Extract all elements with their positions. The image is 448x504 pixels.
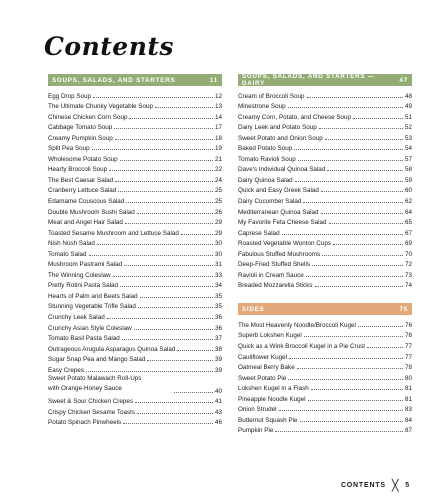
entry-title: Sweet Potato Pie <box>238 374 287 382</box>
entry-page-number: 34 <box>214 282 222 290</box>
toc-entry <box>48 300 222 311</box>
entry-page-number: 59 <box>404 176 412 184</box>
entry-title: Dairy Cucumber Salad <box>238 198 302 206</box>
section-header-soups-salads-starters <box>48 74 222 86</box>
toc-entry <box>48 184 222 195</box>
toc-entry <box>238 424 412 435</box>
entry-title: Nish Nosh Salad <box>48 240 95 248</box>
entry-title: Superb Lokshen Kugel <box>238 332 302 340</box>
dot-leader <box>353 118 403 119</box>
dot-leader <box>298 160 403 161</box>
entry-title: Dairy Quinoa Salad <box>238 176 293 184</box>
entry-page-number: 31 <box>214 261 222 269</box>
entry-page-number: 65 <box>404 219 412 227</box>
entry-page-number: 60 <box>404 187 412 195</box>
toc-entry <box>238 258 412 269</box>
fork-knife-icon: ╳ <box>391 480 400 492</box>
dot-leader <box>93 97 213 98</box>
page-footer <box>341 479 410 492</box>
toc-entry <box>48 100 222 111</box>
dot-leader <box>294 149 403 150</box>
toc-entry <box>48 353 222 364</box>
dot-leader <box>297 368 403 369</box>
toc-entry <box>238 279 412 290</box>
toc-entry <box>48 205 222 216</box>
toc-entry <box>238 361 412 372</box>
toc-entry <box>48 279 222 290</box>
toc-entry <box>48 247 222 258</box>
dot-leader <box>275 431 403 432</box>
entry-page-number: 78 <box>404 364 412 372</box>
dot-leader <box>174 392 213 393</box>
toc-entry <box>238 339 412 350</box>
dot-leader <box>135 402 213 403</box>
section-header-label: SOUPS, SALADS, AND STARTERS — DAIRY <box>242 73 375 87</box>
contents-column-left <box>48 74 222 426</box>
entry-title: Stunning Vegetable Trifle Salad <box>48 303 136 311</box>
toc-entry <box>238 371 412 382</box>
entry-page-number: 83 <box>404 406 412 414</box>
entry-title: Fabulous Stuffed Mushrooms <box>238 250 321 258</box>
dot-leader <box>367 347 403 348</box>
entry-title: Quick and Easy Greek Salad <box>238 187 319 195</box>
dot-leader <box>329 223 403 224</box>
dot-leader <box>304 336 403 337</box>
entry-page-number: 25 <box>214 198 222 206</box>
dot-leader <box>177 350 213 351</box>
toc-entry <box>238 142 412 153</box>
page-number: 5 <box>405 482 410 489</box>
toc-entry <box>238 226 412 237</box>
entry-page-number: 41 <box>214 398 222 406</box>
dot-leader <box>126 202 213 203</box>
dot-leader <box>321 191 403 192</box>
toc-entry <box>238 216 412 227</box>
dot-leader <box>129 118 213 119</box>
section-header-page: 47 <box>399 76 408 84</box>
dot-leader <box>325 139 403 140</box>
entry-page-number: 54 <box>404 145 412 153</box>
entry-page-number: 37 <box>214 335 222 343</box>
entry-title: Meat and Angel Hair Salad <box>48 219 123 227</box>
entry-page-number: 77 <box>404 343 412 351</box>
entry-title: Dairy Leek and Potato Soup <box>238 124 317 132</box>
dot-leader <box>120 286 213 287</box>
page-title: Contents <box>44 32 175 61</box>
entry-title: Deep-Fried Stuffed Shells <box>238 261 310 269</box>
entry-page-number: 62 <box>404 198 412 206</box>
entry-page-number: 52 <box>404 124 412 132</box>
entry-page-number: 17 <box>214 124 222 132</box>
entry-title <box>48 374 172 395</box>
dot-leader <box>282 234 403 235</box>
dot-leader <box>307 97 403 98</box>
toc-entry <box>238 318 412 329</box>
entry-title: My Favorite Feta Cheese Salad <box>238 219 327 227</box>
entry-page-number: 76 <box>404 321 412 329</box>
entry-title: The Ultimate Chunky Vegetable Soup <box>48 103 154 111</box>
dot-leader <box>124 265 213 266</box>
entry-page-number: 48 <box>404 92 412 100</box>
entry-page-number: 84 <box>404 416 412 424</box>
entry-title: Sugar Snap Pea and Mango Salad <box>48 356 146 364</box>
toc-entry <box>48 194 222 205</box>
entry-page-number: 39 <box>214 356 222 364</box>
dot-leader <box>303 202 403 203</box>
entry-title: Crunchy Leek Salad <box>48 314 105 322</box>
entry-page-number: 36 <box>214 314 222 322</box>
toc-entry <box>48 405 222 416</box>
toc-entry <box>238 413 412 424</box>
entry-page-number: 64 <box>404 208 412 216</box>
entry-title: The Most Heavenly Noodle/Broccoli Kugel <box>238 321 356 329</box>
dot-leader <box>120 160 213 161</box>
toc-entry <box>48 258 222 269</box>
entry-title: Pretty Rotini Pasta Salad <box>48 282 119 290</box>
entry-title: Potato Spinach Pinwheels <box>48 419 122 427</box>
dot-leader <box>295 181 403 182</box>
entry-title: Breaded Mozzarella Sticks <box>238 282 313 290</box>
footer-label: CONTENTS <box>340 482 386 489</box>
entry-page-number: 77 <box>404 353 412 361</box>
entry-title: Baked Potato Soup <box>238 145 293 153</box>
toc-entry <box>48 89 222 100</box>
entry-page-number: 87 <box>404 427 412 435</box>
entry-page-number: 70 <box>404 250 412 258</box>
entry-page-number: 46 <box>214 419 222 427</box>
dot-leader <box>288 379 403 380</box>
entry-title: Sweet & Sour Chicken Crepes <box>48 398 134 406</box>
entry-title: Quick as a Wink Broccoli Kugel in a Pie Crust <box>238 343 366 351</box>
toc-entry <box>238 403 412 414</box>
entry-page-number: 80 <box>404 374 412 382</box>
toc-entry <box>238 350 412 361</box>
entry-title-line-2: with Orange-Honey Sauce <box>48 385 122 393</box>
dot-leader <box>138 307 213 308</box>
entry-page-number: 26 <box>214 208 222 216</box>
dot-leader <box>89 255 213 256</box>
entry-title: Oatmeal Berry Bake <box>238 364 295 372</box>
entry-page-number: 57 <box>404 155 412 163</box>
section-header-sides <box>238 303 412 315</box>
entry-page-number: 39 <box>214 366 222 374</box>
entry-title: Pineapple Noodle Kugel <box>238 395 306 403</box>
toc-entry <box>238 329 412 340</box>
entry-title: Creamy Pumpkin Soup <box>48 134 113 142</box>
entry-page-number: 69 <box>404 240 412 248</box>
entry-title: Edamame Couscous Salad <box>48 198 125 206</box>
entry-page-number: 58 <box>404 166 412 174</box>
entry-title: Creamy Corn, Potato, and Cheese Soup <box>238 113 352 121</box>
dot-leader <box>358 326 403 327</box>
section-header-page: 11 <box>209 76 218 84</box>
section-header-label: SOUPS, SALADS, AND STARTERS <box>52 76 176 84</box>
toc-entry <box>238 152 412 163</box>
toc-entry <box>238 121 412 132</box>
dot-leader <box>123 423 213 424</box>
entry-page-number: 25 <box>214 187 222 195</box>
toc-entry <box>48 268 222 279</box>
toc-entry <box>48 416 222 427</box>
toc-entry <box>238 100 412 111</box>
toc-entry <box>48 163 222 174</box>
dot-leader <box>115 139 213 140</box>
entry-list <box>238 318 412 434</box>
toc-entry <box>238 110 412 121</box>
toc-entry <box>238 194 412 205</box>
dot-leader <box>181 234 213 235</box>
dot-leader <box>114 128 213 129</box>
entry-page-number: 35 <box>214 303 222 311</box>
entry-page-number: 81 <box>404 385 412 393</box>
toc-entry <box>48 237 222 248</box>
dot-leader <box>107 318 213 319</box>
dot-leader <box>147 360 213 361</box>
toc-entry <box>48 110 222 121</box>
entry-page-number: 73 <box>404 271 412 279</box>
toc-entry <box>238 268 412 279</box>
entry-title: Easy Crepes <box>48 366 85 374</box>
toc-entry <box>48 321 222 332</box>
entry-page-number: 14 <box>214 113 222 121</box>
dot-leader <box>92 149 213 150</box>
entry-title: Caprese Salad <box>238 229 280 237</box>
dot-leader <box>122 339 213 340</box>
entry-title: Split Pea Soup <box>48 145 90 153</box>
toc-entry <box>48 363 222 374</box>
entry-title-line-1: Sweet Potato Malawach Roll-Ups <box>48 374 142 382</box>
entry-page-number: 30 <box>214 250 222 258</box>
toc-entry <box>238 247 412 258</box>
dot-leader <box>327 170 403 171</box>
entry-page-number: 22 <box>214 166 222 174</box>
entry-page-number: 40 <box>214 387 222 395</box>
entry-page-number: 12 <box>214 92 222 100</box>
toc-entry <box>48 342 222 353</box>
section-header-page: 75 <box>399 305 408 313</box>
toc-entry <box>48 395 222 406</box>
entry-page-number: 18 <box>214 134 222 142</box>
entry-title: Mushroom Pastrami Salad <box>48 261 123 269</box>
dot-leader <box>312 265 403 266</box>
dot-leader <box>140 297 213 298</box>
dot-leader <box>289 358 403 359</box>
entry-page-number: 36 <box>214 324 222 332</box>
toc-entry <box>48 216 222 227</box>
dot-leader <box>306 276 403 277</box>
entry-title: The Winning Coleslaw <box>48 271 111 279</box>
entry-page-number: 30 <box>214 240 222 248</box>
entry-title: Tomato Basil Pasta Salad <box>48 335 120 343</box>
contents-column-right <box>238 74 412 434</box>
toc-entry <box>48 226 222 237</box>
section-header-label: SIDES <box>242 305 265 313</box>
dot-leader <box>279 410 403 411</box>
entry-page-number: 53 <box>404 134 412 142</box>
entry-page-number: 21 <box>214 155 222 163</box>
entry-title: Pumpkin Pie <box>238 427 274 435</box>
entry-title: Tomato Salad <box>48 250 87 258</box>
entry-title: Cauliflower Kugel <box>238 353 288 361</box>
toc-entry <box>238 89 412 100</box>
toc-entry <box>48 332 222 343</box>
entry-list <box>48 89 222 426</box>
entry-page-number: 51 <box>404 113 412 121</box>
entry-title: Cream of Broccoli Soup <box>238 92 305 100</box>
entry-title: Tomato Ravioli Soup <box>238 155 296 163</box>
toc-entry <box>238 237 412 248</box>
toc-entry <box>48 374 222 395</box>
entry-title: Crunchy Asian Style Coleslaw <box>48 324 132 332</box>
toc-entry <box>48 310 222 321</box>
toc-entry <box>48 142 222 153</box>
toc-entry <box>238 205 412 216</box>
toc-entry <box>238 184 412 195</box>
entry-page-number: 29 <box>214 219 222 227</box>
entry-title: Ravioli in Cream Sauce <box>238 271 304 279</box>
entry-list <box>238 89 412 289</box>
entry-title: Roasted Vegetable Wonton Cups <box>238 240 332 248</box>
entry-page-number: 35 <box>214 292 222 300</box>
dot-leader <box>319 128 403 129</box>
entry-page-number: 33 <box>214 271 222 279</box>
entry-page-number: 29 <box>214 229 222 237</box>
entry-page-number: 19 <box>214 145 222 153</box>
entry-title: Toasted Sesame Mushroom and Lettuce Salad <box>48 229 179 237</box>
toc-entry <box>238 382 412 393</box>
dot-leader <box>115 181 213 182</box>
entry-title: Double Mushroom Sushi Salad <box>48 208 135 216</box>
toc-entry <box>48 289 222 300</box>
entry-page-number: 24 <box>214 176 222 184</box>
dot-leader <box>288 107 403 108</box>
dot-leader <box>155 107 213 108</box>
entry-page-number: 76 <box>404 332 412 340</box>
toc-entry <box>238 392 412 403</box>
dot-leader <box>118 191 213 192</box>
entry-page-number: 81 <box>404 395 412 403</box>
dot-leader <box>300 421 403 422</box>
entry-page-number: 43 <box>214 408 222 416</box>
entry-title: Wholesome Potato Soup <box>48 155 118 163</box>
dot-leader <box>322 255 403 256</box>
entry-page-number: 74 <box>404 282 412 290</box>
toc-entry <box>238 131 412 142</box>
dot-leader <box>134 329 213 330</box>
entry-title: Butternut Squash Pie <box>238 416 298 424</box>
entry-page-number: 72 <box>404 261 412 269</box>
entry-title: Hearts of Palm and Beets Salad <box>48 292 138 300</box>
section-header-dairy <box>238 74 412 86</box>
entry-title: Onion Strudel <box>238 406 277 414</box>
dot-leader <box>137 413 213 414</box>
entry-title: Crispy Chicken Sesame Toasts <box>48 408 136 416</box>
entry-title: Sweet Potato and Onion Soup <box>238 134 323 142</box>
entry-title: Egg Drop Soup <box>48 92 92 100</box>
toc-entry <box>48 121 222 132</box>
dot-leader <box>86 371 213 372</box>
dot-leader <box>113 276 213 277</box>
toc-entry <box>238 163 412 174</box>
entry-page-number: 67 <box>404 229 412 237</box>
toc-entry <box>48 173 222 184</box>
entry-title: Dave's Individual Quinoa Salad <box>238 166 326 174</box>
entry-title: Chinese Chicken Corn Soup <box>48 113 128 121</box>
dot-leader <box>321 213 403 214</box>
entry-title: Minestrone Soup <box>238 103 286 111</box>
dot-leader <box>311 389 403 390</box>
toc-entry <box>48 131 222 142</box>
dot-leader <box>97 244 213 245</box>
entry-page-number: 38 <box>214 345 222 353</box>
dot-leader <box>109 170 213 171</box>
entry-title: The Best Caesar Salad <box>48 176 114 184</box>
entry-title: Mediterranean Quinoa Salad <box>238 208 319 216</box>
dot-leader <box>333 244 403 245</box>
entry-title: Lokshen Kugel in a Flash <box>238 385 309 393</box>
entry-title: Cabbage Tomato Soup <box>48 124 113 132</box>
toc-entry <box>238 173 412 184</box>
entry-page-number: 49 <box>404 103 412 111</box>
dot-leader <box>137 213 213 214</box>
entry-page-number: 13 <box>214 103 222 111</box>
entry-title: Cranberry Lettuce Salad <box>48 187 117 195</box>
dot-leader <box>125 223 213 224</box>
dot-leader <box>315 286 403 287</box>
toc-entry <box>48 152 222 163</box>
entry-title: Outrageous Arugula Asparagus Quinoa Salad <box>48 345 176 353</box>
dot-leader <box>308 400 403 401</box>
entry-title: Hearty Broccoli Soup <box>48 166 108 174</box>
